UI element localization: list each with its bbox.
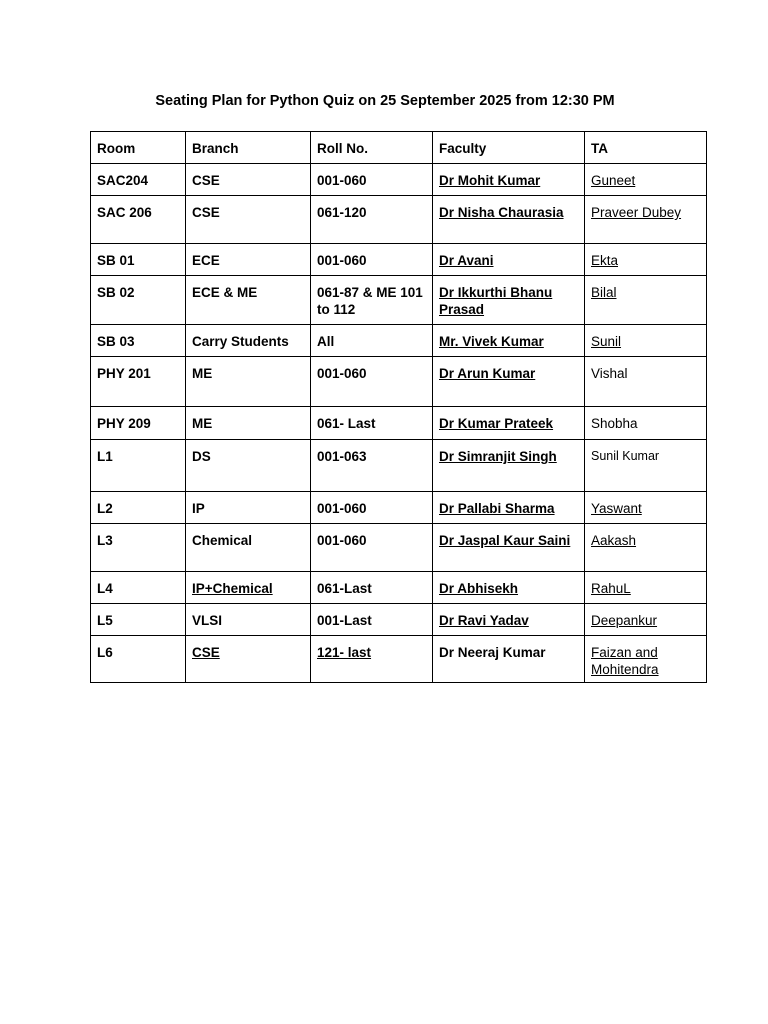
branch-cell: Carry Students (186, 325, 311, 357)
roll-cell: 061-120 (311, 196, 433, 244)
header-roll-no: Roll No. (311, 132, 433, 164)
ta-cell: Guneet (585, 164, 707, 196)
ta-cell: Bilal (585, 276, 707, 325)
faculty-cell: Dr Ikkurthi Bhanu Prasad (433, 276, 585, 325)
room-cell: L4 (91, 572, 186, 604)
branch-cell: ECE & ME (186, 276, 311, 325)
table-row (91, 572, 707, 604)
roll-cell: 001-060 (311, 164, 433, 196)
branch-cell: ME (186, 357, 311, 407)
ta-cell: Sunil (585, 325, 707, 357)
table-row (91, 492, 707, 524)
faculty-cell: Dr Abhisekh (433, 572, 585, 604)
header-branch: Branch (186, 132, 311, 164)
table-row (91, 524, 707, 572)
ta-cell: RahuL (585, 572, 707, 604)
ta-cell: Praveer Dubey (585, 196, 707, 244)
ta-cell: Aakash (585, 524, 707, 572)
branch-cell: IP+Chemical (186, 572, 311, 604)
ta-cell: Ekta (585, 244, 707, 276)
table-row (91, 407, 707, 440)
ta-cell: Yaswant (585, 492, 707, 524)
branch-cell: Chemical (186, 524, 311, 572)
room-cell: PHY 209 (91, 407, 186, 440)
room-cell: L5 (91, 604, 186, 636)
roll-cell: 001-060 (311, 492, 433, 524)
room-cell: SAC204 (91, 164, 186, 196)
roll-cell: 121- last (311, 636, 433, 683)
faculty-cell: Dr Mohit Kumar (433, 164, 585, 196)
ta-cell: Sunil Kumar (585, 440, 707, 492)
faculty-cell: Dr Neeraj Kumar (433, 636, 585, 683)
table-row (91, 244, 707, 276)
table-row (91, 357, 707, 407)
table-row (91, 440, 707, 492)
ta-cell: Faizan and Mohitendra (585, 636, 707, 683)
faculty-cell: Dr Avani (433, 244, 585, 276)
branch-cell: DS (186, 440, 311, 492)
room-cell: SB 01 (91, 244, 186, 276)
room-cell: L6 (91, 636, 186, 683)
room-cell: SB 03 (91, 325, 186, 357)
branch-cell: CSE (186, 164, 311, 196)
ta-cell: Shobha (585, 407, 707, 440)
ta-cell: Deepankur (585, 604, 707, 636)
faculty-cell: Dr Arun Kumar (433, 357, 585, 407)
branch-cell: IP (186, 492, 311, 524)
header-faculty: Faculty (433, 132, 585, 164)
room-cell: PHY 201 (91, 357, 186, 407)
branch-cell: CSE (186, 196, 311, 244)
table-row (91, 636, 707, 683)
faculty-cell: Dr Pallabi Sharma (433, 492, 585, 524)
roll-cell: 001-063 (311, 440, 433, 492)
table-row (91, 196, 707, 244)
faculty-cell: Dr Kumar Prateek (433, 407, 585, 440)
branch-cell: ME (186, 407, 311, 440)
room-cell: L3 (91, 524, 186, 572)
faculty-cell: Dr Simranjit Singh (433, 440, 585, 492)
table-row (91, 325, 707, 357)
branch-cell: ECE (186, 244, 311, 276)
roll-cell: 001-060 (311, 244, 433, 276)
room-cell: SAC 206 (91, 196, 186, 244)
roll-cell: 061-87 & ME 101 to 112 (311, 276, 433, 325)
roll-cell: 061- Last (311, 407, 433, 440)
table-row (91, 276, 707, 325)
seating-table (90, 131, 707, 683)
roll-cell: All (311, 325, 433, 357)
table-header-row (91, 132, 707, 164)
faculty-cell: Dr Ravi Yadav (433, 604, 585, 636)
page-title: Seating Plan for Python Quiz on 25 September 2025 from 12:30 PM (155, 93, 615, 109)
room-cell: L2 (91, 492, 186, 524)
roll-cell: 061-Last (311, 572, 433, 604)
ta-cell: Vishal (585, 357, 707, 407)
faculty-cell: Dr Nisha Chaurasia (433, 196, 585, 244)
branch-cell: CSE (186, 636, 311, 683)
branch-cell: VLSI (186, 604, 311, 636)
faculty-cell: Mr. Vivek Kumar (433, 325, 585, 357)
room-cell: SB 02 (91, 276, 186, 325)
header-ta: TA (585, 132, 707, 164)
faculty-cell: Dr Jaspal Kaur Saini (433, 524, 585, 572)
roll-cell: 001-060 (311, 357, 433, 407)
table-row (91, 604, 707, 636)
roll-cell: 001-060 (311, 524, 433, 572)
room-cell: L1 (91, 440, 186, 492)
table-row (91, 164, 707, 196)
header-room: Room (91, 132, 186, 164)
roll-cell: 001-Last (311, 604, 433, 636)
